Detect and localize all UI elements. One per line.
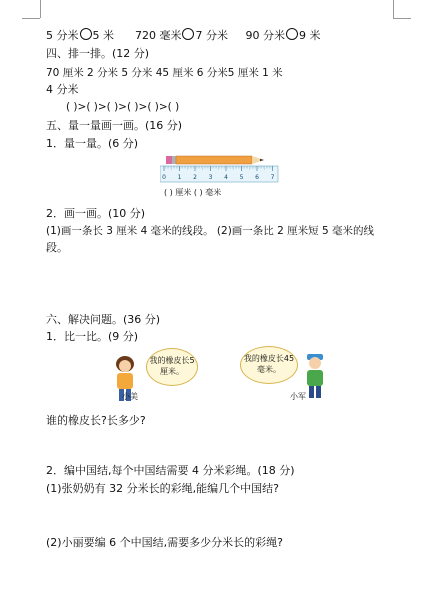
problem-2: 2．编中国结,每个中国结需要 4 分米彩绳。(18 分) (46, 464, 295, 477)
ruler-tick-label-1: 1 (177, 174, 182, 181)
problem-2-question-2: (2)小丽要编 6 个中国结,需要多少分米长的彩绳? (46, 536, 283, 549)
ruler-tick-label-7: 7 (270, 174, 275, 181)
section-4-items-2: 4 分米 (46, 83, 79, 96)
compare-row (46, 28, 320, 43)
ruler-tick-label-3: 3 (208, 174, 213, 181)
compare-1-left: 5 分米 (46, 29, 79, 42)
problem-1: 1．比一比。(9 分) (46, 330, 139, 343)
section-4-heading: 四、排一排。(12 分) (46, 47, 150, 60)
ruler-tick-label-0: 0 (162, 174, 166, 181)
section-5-heading: 五、量一量画一画。(16 分) (46, 119, 183, 132)
pencil-eraser (166, 156, 172, 164)
compare-circle-3[interactable] (286, 28, 298, 40)
ruler-caption: ( ) 厘米 ( ) 毫米 (164, 188, 222, 197)
compare-circle-2[interactable] (182, 28, 194, 40)
problem-2-question-1: (1)张奶奶有 32 分米长的彩绳,能编几个中国结? (46, 482, 279, 495)
question-2-text-1: (1)画一条长 3 厘米 4 毫米的线段。 (2)画一条比 2 厘米短 5 毫米的线 (46, 225, 375, 237)
compare-3-left: 90 分米 (245, 29, 285, 42)
compare-2-left: 720 毫米 (134, 29, 182, 42)
girl-speech-bubble: 我的橡皮长5厘米。 (146, 348, 198, 386)
crop-mark-left-vertical (40, 0, 41, 18)
boy-name: 小军 (290, 392, 306, 401)
compare-1-right: 5 米 (92, 29, 114, 42)
ruler-tick-label-5: 5 (239, 174, 244, 181)
boy-speech-bubble: 我的橡皮长45毫米。 (240, 346, 298, 384)
ruler-tick-label-2: 2 (193, 174, 197, 181)
crop-mark-left-horizontal (22, 18, 40, 19)
pencil-ferrule (172, 156, 176, 164)
compare-3-right: 9 米 (298, 29, 321, 42)
ruler-figure (160, 154, 280, 202)
question-2-text-2: 段。 (46, 241, 68, 254)
question-1-measure: 1．量一量。(6 分) (46, 137, 139, 150)
section-6-heading: 六、解决问题。(36 分) (46, 313, 161, 326)
ruler-tick-label-6: 6 (255, 174, 259, 181)
compare-2-right: 7 分米 (195, 29, 228, 42)
question-2-draw: 2．画一画。(10 分) (46, 207, 146, 220)
pencil-body (176, 156, 252, 164)
ruler-tick-label-4: 4 (224, 174, 228, 181)
section-4-items: 70 厘米 2 分米 5 分米 45 厘米 6 分米5 厘米 1 米 (46, 67, 283, 79)
compare-circle-1[interactable] (80, 28, 92, 40)
girl-name: 小美 (122, 392, 138, 401)
crop-mark-right-vertical (393, 0, 394, 18)
section-4-order-blanks[interactable]: ( )>( )>( )>( )>( )>( ) (66, 101, 180, 113)
crop-mark-right-horizontal (393, 18, 411, 19)
problem-1-question: 谁的橡皮长?长多少? (46, 414, 146, 427)
pencil-lead (260, 159, 264, 162)
